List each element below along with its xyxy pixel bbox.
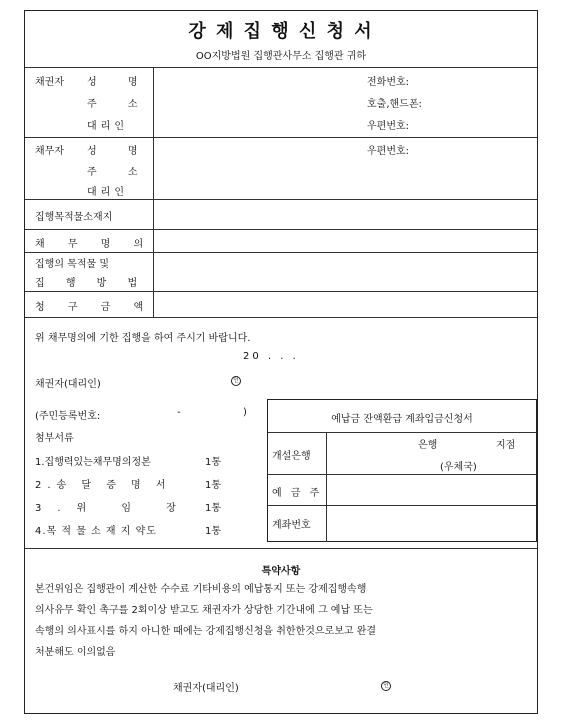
rule [153, 67, 154, 317]
rule [25, 252, 537, 253]
rule [25, 548, 537, 549]
bank-text: 은행 [418, 440, 438, 451]
special-terms-line: 본건위임은 집행관이 계산한 수수료 기타비용의 예납통지 또는 강제집행속행 [35, 584, 367, 595]
attachment-item: 2.송 달 증 명 서 [35, 480, 172, 491]
rule [25, 67, 537, 68]
bank-label: 개설은행 [272, 451, 311, 462]
target-object-label: 집행의 목적물 및 [35, 259, 109, 270]
special-terms-title: 특약사항 [261, 566, 301, 577]
date-text: 20 . . . [243, 351, 299, 362]
special-terms-line: 처분해도 이의없음 [35, 647, 116, 658]
debtor-header: 채무자 [35, 146, 64, 157]
creditor-mobile-label: 호출,핸드폰: [367, 99, 422, 110]
rule [268, 474, 536, 475]
depositor-label: 예 금 주 [272, 488, 323, 499]
request-text: 위 채무명의에 기한 집행을 하여 주시기 바랍니다. [35, 333, 251, 344]
post-office-text: (우체국) [440, 462, 477, 473]
rule [25, 317, 537, 318]
claim-amount-label: 청 구 금 액 [35, 302, 154, 313]
rule [25, 137, 537, 138]
rule [25, 291, 537, 292]
creditor-header: 채권자 [35, 77, 64, 88]
addressee: OO지방법원 집행관사무소 집행관 귀하 [195, 51, 367, 62]
special-terms-line: 속행의 의사표시를 하지 아니한 때에는 강제집행신청을 취한한것으로보고 완결 [35, 626, 377, 637]
resident-number-dash: - [177, 407, 181, 418]
creditor-address-label: 주 소 [87, 99, 152, 110]
creditor-postal-label: 우편번호: [367, 121, 410, 132]
debtor-agent-label: 대리인 [87, 187, 128, 198]
attachment-count: 1통 [205, 480, 222, 491]
execution-method-label: 집 행 방 법 [35, 278, 147, 289]
creditor-phone-label: 전화번호: [367, 77, 410, 88]
attachment-item: 1.집행력있는채무명의정본 [35, 457, 151, 468]
enforcement-application-form [24, 10, 538, 714]
special-signer-label: 채권자(대리인) [173, 683, 239, 694]
attachments-header: 첨부서류 [35, 433, 74, 444]
form-title: 강 제 집 행 신 청 서 [188, 21, 374, 42]
attachment-count: 1통 [205, 503, 222, 514]
creditor-name-label: 성 명 [87, 77, 152, 88]
creditor-agent-label: 대리인 [87, 121, 128, 132]
refund-account-box [267, 399, 537, 542]
resident-number-label: (주민등록번호: [35, 411, 101, 422]
rule [268, 432, 536, 433]
debtor-postal-label: 우편번호: [367, 146, 410, 157]
target-location-label: 집행목적물소재지 [35, 212, 113, 223]
seal-mark: 인 [381, 681, 391, 691]
creditor-agent-sign: 채권자(대리인) [35, 379, 101, 390]
branch-text: 지점 [496, 440, 516, 451]
special-terms-line: 의사유무 확인 촉구를 2회이상 받고도 채권자가 상당한 기간내에 그 예납 또는 [35, 605, 373, 616]
debtor-name-label: 성 명 [87, 146, 152, 157]
attachment-count: 1통 [205, 457, 222, 468]
rule [25, 229, 537, 230]
rule [326, 432, 327, 542]
rule [25, 199, 537, 200]
account-number-label: 계좌번호 [272, 520, 311, 531]
attachment-item: 4.목 적 물 소 재 지 약도 [35, 526, 157, 537]
debtor-address-label: 주 소 [87, 167, 152, 178]
refund-box-title: 예납금 잔액환급 계좌입금신청서 [331, 414, 473, 425]
resident-number-close: ) [243, 407, 247, 418]
seal-mark: 인 [231, 376, 241, 386]
title-of-debt-label: 채 무 명 의 [35, 239, 154, 250]
rule [268, 505, 536, 506]
attachment-item: 3.위 임 장 [35, 503, 192, 514]
attachment-count: 1통 [205, 526, 222, 537]
